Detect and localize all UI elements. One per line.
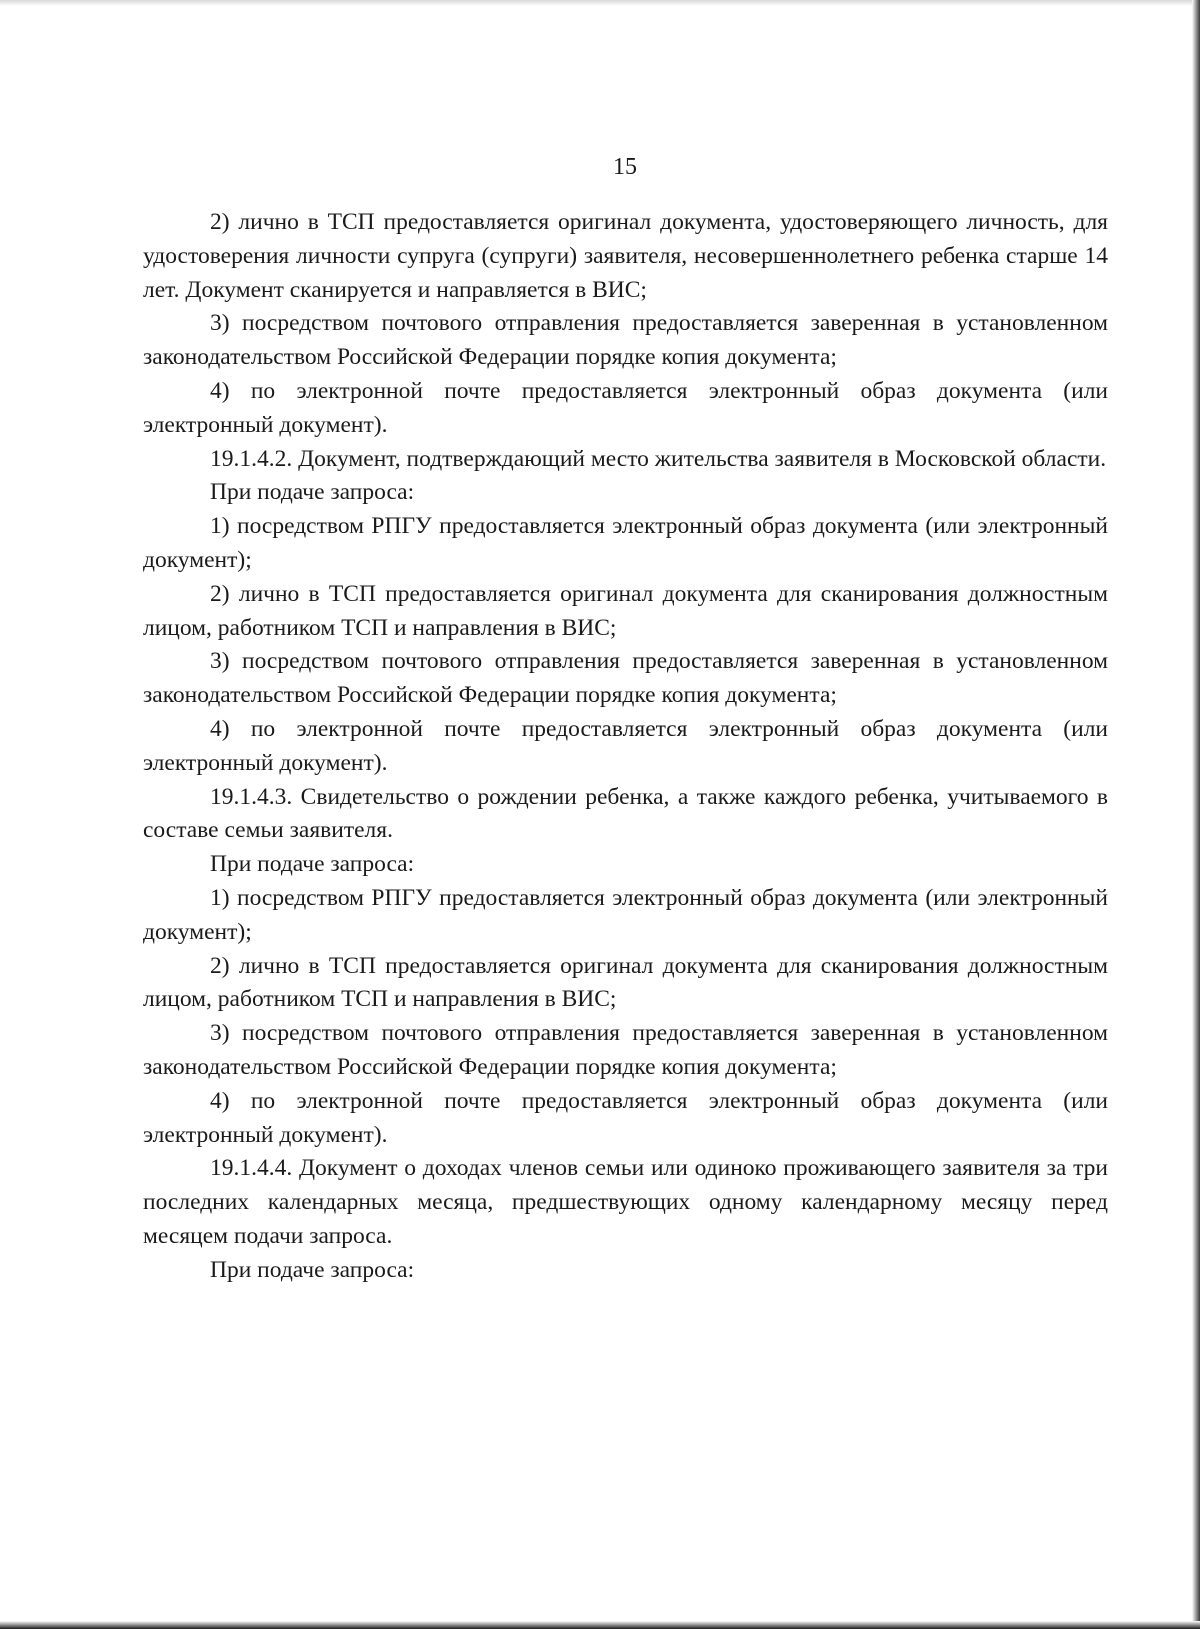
scan-edge-bottom <box>0 1621 1200 1629</box>
page-number: 15 <box>613 154 637 180</box>
paragraph: 3) посредством почтового отправления предоставляется заверенная в установленном законодательством Российской Федерации порядке копия документа; <box>143 310 1108 371</box>
paragraph: 4) по электронной почте предоставляется электронный образ документа (или электронный документ). <box>143 377 1108 438</box>
paragraph: 2) лично в ТСП предоставляется оригинал документа для сканирования должностным лицом, работником ТСП и направления в ВИС; <box>143 952 1108 1013</box>
paragraph: 3) посредством почтового отправления предоставляется заверенная в установленном законодательством Российской Федерации порядке копия документа; <box>143 1020 1108 1080</box>
scan-edge-top <box>0 0 1200 6</box>
paragraph: При подаче запроса: <box>210 479 415 506</box>
paragraph: При подаче запроса: <box>210 1256 415 1283</box>
section-heading: 19.1.4.2. Документ, подтверждающий место жительства заявителя в Московской области. <box>210 445 1107 472</box>
section-heading: 19.1.4.4. Документ о доходах членов семьи или одиноко проживающего заявителя за три последних календарных месяца, предшествующих одному календарному месяцу перед месяцем подачи запроса. <box>143 1155 1108 1249</box>
document-body <box>143 206 1108 1288</box>
paragraph: 1) посредством РПГУ предоставляется электронный образ документа (или электронный документ); <box>143 513 1108 573</box>
paragraph: 4) по электронной почте предоставляется электронный образ документа (или электронный документ). <box>143 715 1108 776</box>
section-heading: 19.1.4.3. Свидетельство о рождении ребенка, а также каждого ребенка, учитываемого в составе семьи заявителя. <box>143 783 1108 844</box>
paragraph: 4) по электронной почте предоставляется электронный образ документа (или электронный документ). <box>143 1087 1108 1148</box>
paragraph: При подаче запроса: <box>210 851 415 878</box>
paragraph: 2) лично в ТСП предоставляется оригинал документа для сканирования должностным лицом, работником ТСП и направления в ВИС; <box>143 580 1108 641</box>
paragraph: 2) лично в ТСП предоставляется оригинал документа, удостоверяющего личность, для удостоверения личности супруга (супруги) заявителя, несовершеннолетнего ребенка старше 14 лет. Документ сканируется и направляется в ВИС; <box>143 209 1108 303</box>
scan-edge-right <box>1192 0 1200 1629</box>
paragraph: 3) посредством почтового отправления предоставляется заверенная в установленном законодательством Российской Федерации порядке копия документа; <box>143 648 1108 709</box>
paragraph: 1) посредством РПГУ предоставляется электронный образ документа (или электронный документ); <box>143 884 1108 945</box>
